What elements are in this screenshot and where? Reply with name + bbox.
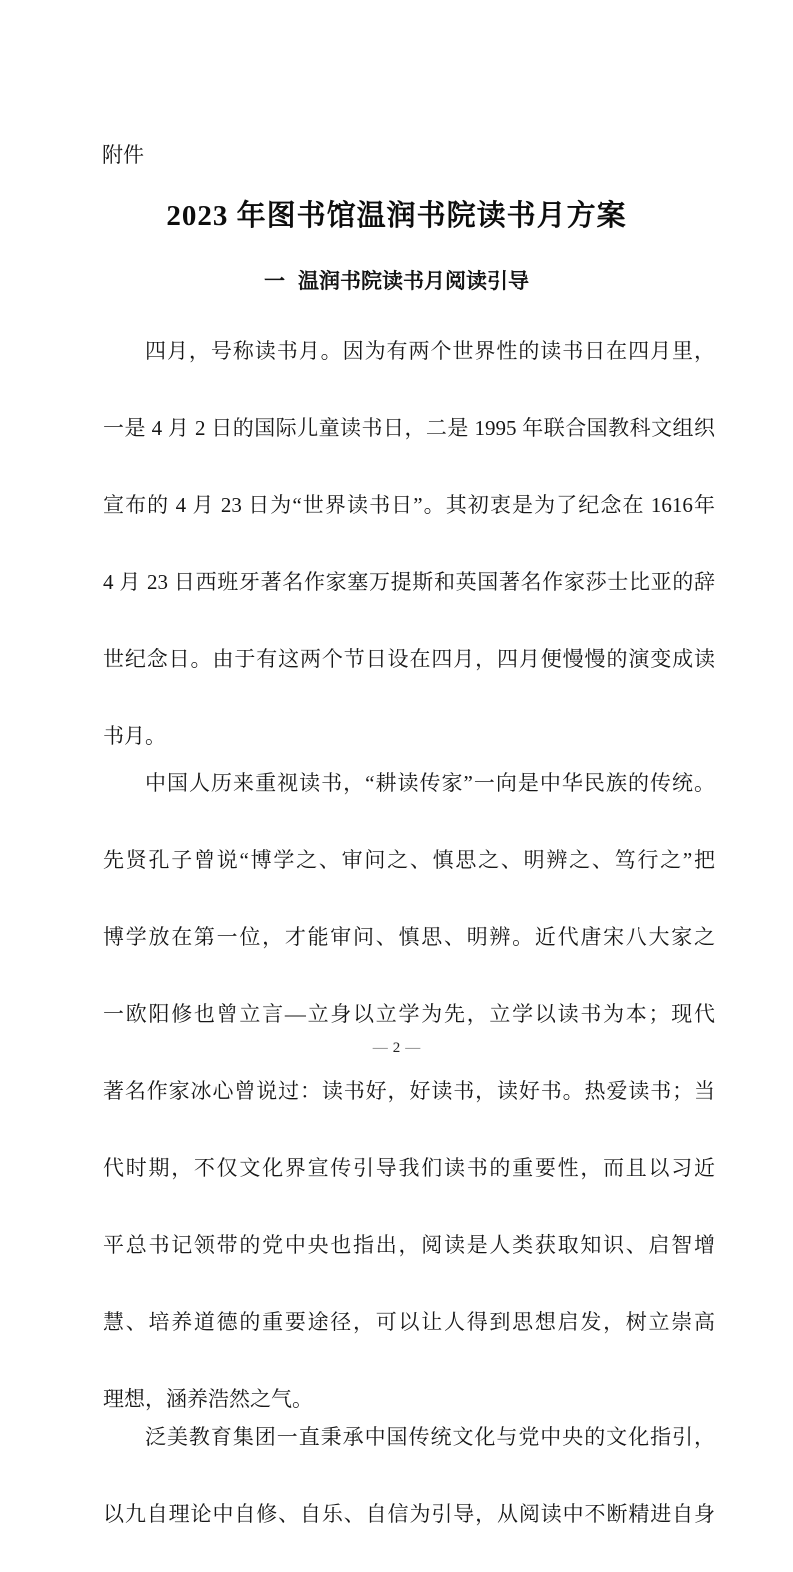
text-line: 泛美教育集团一直秉承中国传统文化与党中央的文化指引，: [145, 1425, 715, 1449]
text-line: 以九自理论中自修、自乐、自信为引导，从阅读中不断精进自身: [103, 1502, 715, 1526]
section-title: 温润书院读书月阅读引导: [298, 270, 529, 293]
text-line: 先贤孔子曾说“博学之、审问之、慎思之、明辨之、笃行之”把: [103, 847, 715, 872]
section-number: 一: [264, 270, 285, 293]
text-line: 四月，号称读书月。因为有两个世界性的读书日在四月里，: [145, 339, 715, 363]
paragraph: [103, 1418, 715, 1572]
text-line: 书月。: [103, 724, 166, 748]
document-body: [103, 332, 715, 1572]
footer-dash-left: —: [372, 1040, 388, 1056]
text-line: 平总书记领带的党中央也指出，阅读是人类获取知识、启智增: [103, 1232, 715, 1257]
text-line: 博学放在第一位，才能审问、慎思、明辨。近代唐宋八大家之: [103, 924, 715, 949]
page-number: 2: [392, 1040, 401, 1056]
text-line: 代时期，不仅文化界宣传引导我们读书的重要性，而且以习近: [103, 1155, 715, 1180]
text-line: 理想，涵养浩然之气。: [103, 1386, 313, 1411]
document-title: 2023 年图书馆温润书院读书月方案: [166, 200, 627, 232]
text-line: 著名作家冰心曾说过：读书好，好读书，读好书。热爱读书；当: [103, 1078, 715, 1103]
attachment-label: 附件: [102, 144, 144, 167]
page-footer: [0, 1038, 793, 1058]
text-line: 中国人历来重视读书，“耕读传家”一向是中华民族的传统。: [145, 770, 715, 795]
text-line: 一是 4 月 2 日的国际儿童读书日，二是 1995 年联合国教科文组织: [103, 416, 715, 440]
text-line: 世纪念日。由于有这两个节日设在四月，四月便慢慢的演变成读: [103, 647, 715, 671]
text-line: 慧、培养道德的重要途径，可以让人得到思想启发，树立崇高: [103, 1309, 715, 1334]
text-line: 一欧阳修也曾立言—立身以立学为先，立学以读书为本；现代: [103, 1001, 715, 1026]
section-heading: [0, 268, 793, 296]
footer-dash-right: —: [405, 1040, 421, 1056]
text-line: 4 月 23 日西班牙著名作家塞万提斯和英国著名作家莎士比亚的辞: [103, 570, 715, 594]
paragraph: [103, 332, 715, 756]
text-line: 宣布的 4 月 23 日为“世界读书日”。其初衷是为了纪念在 1616年: [103, 493, 715, 517]
paragraph: [103, 764, 715, 1419]
